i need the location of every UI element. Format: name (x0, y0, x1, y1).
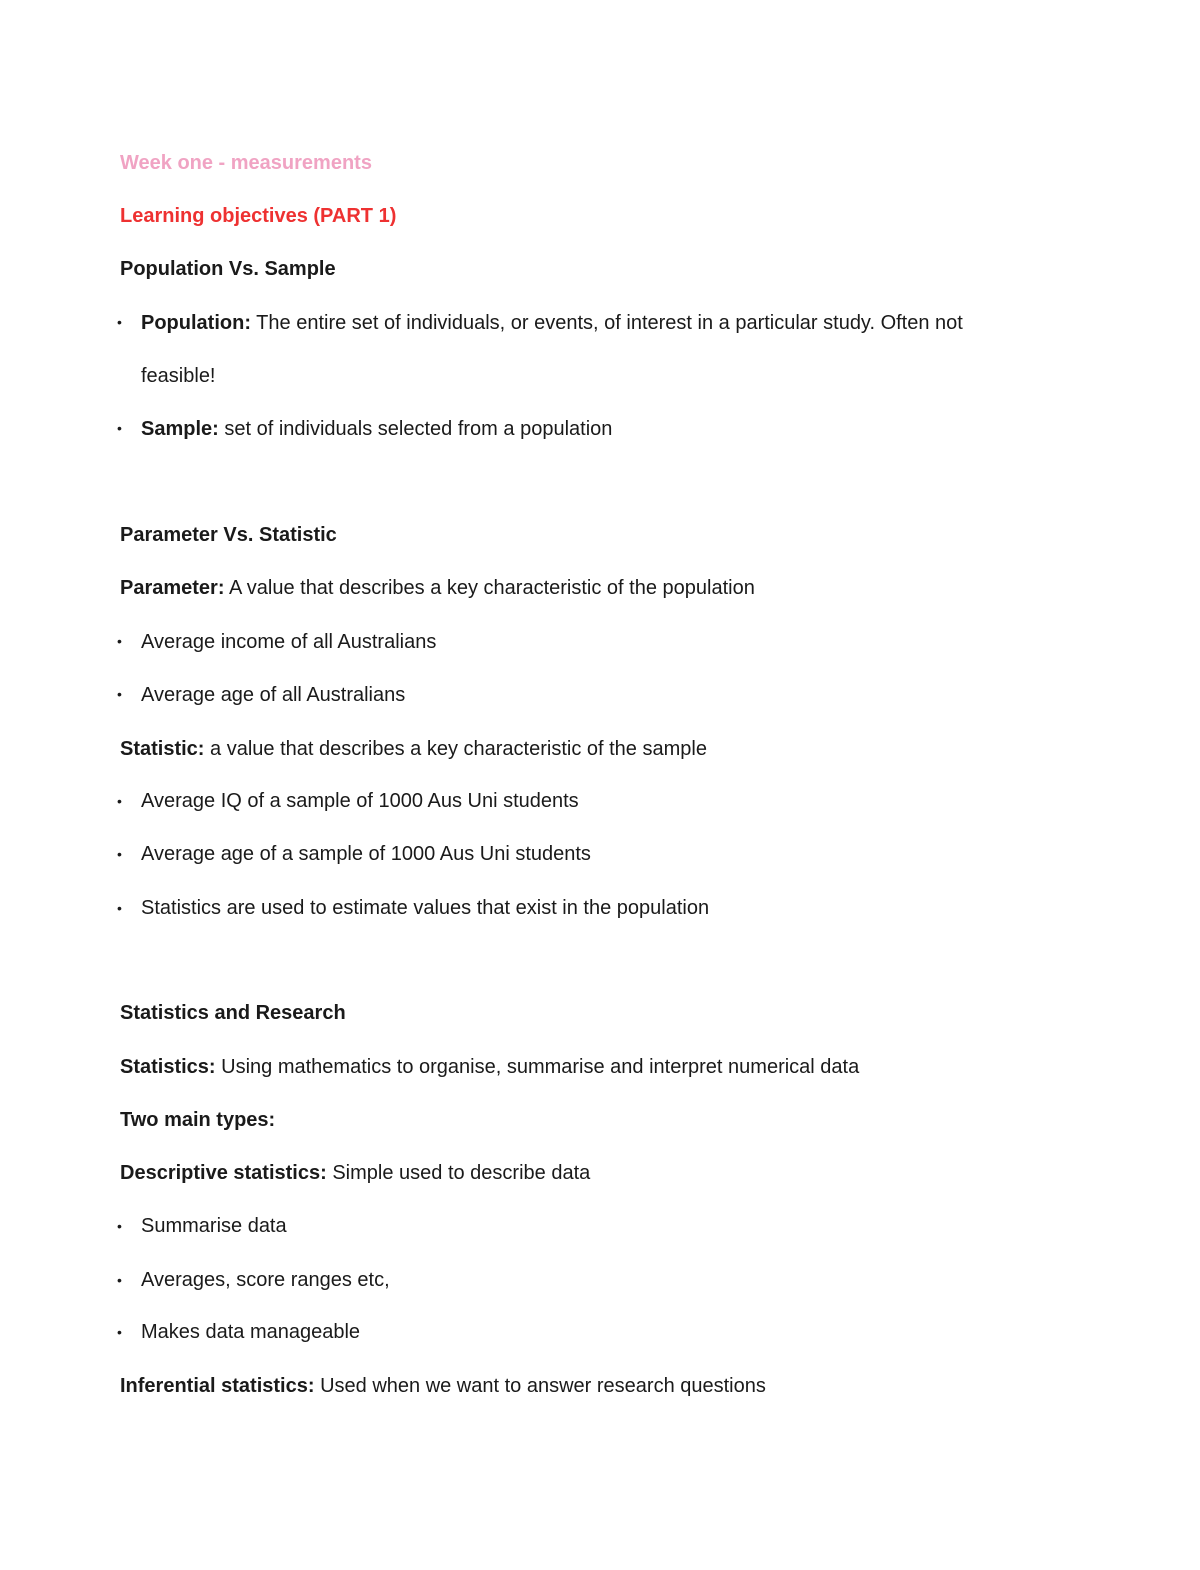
list-item: Makes data manageable (141, 1321, 361, 1343)
sample-definition (141, 417, 612, 441)
statistics-term: Statistics: (120, 1056, 216, 1078)
list-item: Average age of all Australians (141, 684, 406, 706)
statistics-def: Using mathematics to organise, summarise and interpret numerical data (215, 1056, 860, 1078)
parameter-term: Parameter: (120, 577, 225, 599)
inferential-term: Inferential statistics: (120, 1375, 315, 1397)
list-item: Average age of a sample of 1000 Aus Uni students (141, 843, 591, 865)
bullet-marker: • (117, 314, 122, 330)
sample-term: Sample: (141, 418, 219, 440)
stats-research-heading: Statistics and Research (120, 1002, 346, 1024)
statistics-definition (120, 1055, 859, 1079)
list-item: Summarise data (141, 1215, 287, 1237)
list-item: Statistics are used to estimate values that exist in the population (141, 897, 710, 919)
bullet-marker: • (117, 1272, 122, 1288)
bullet-marker: • (117, 633, 122, 649)
statistic-definition (120, 737, 707, 761)
list-item: Average income of all Australians (141, 631, 437, 653)
inferential-def: Used when we want to answer research questions (314, 1375, 766, 1397)
pop-sample-heading: Population Vs. Sample (120, 258, 336, 280)
bullet-marker: • (117, 420, 122, 436)
bullet-marker: • (117, 686, 122, 702)
descriptive-def: Simple used to describe data (326, 1162, 591, 1184)
bullet-marker: • (117, 900, 122, 916)
statistic-term: Statistic: (120, 738, 205, 760)
descriptive-term: Descriptive statistics: (120, 1162, 327, 1184)
inferential-definition (120, 1374, 766, 1398)
bullet-marker: • (117, 1324, 122, 1340)
param-stat-heading: Parameter Vs. Statistic (120, 524, 337, 546)
population-def: The entire set of individuals, or events, of interest in a particular study. Often not (250, 312, 963, 334)
statistic-def: a value that describes a key characteristic of the sample (204, 738, 707, 760)
bullet-marker: • (117, 793, 122, 809)
population-definition (141, 311, 963, 335)
population-term: Population: (141, 312, 251, 334)
population-def-continued: feasible! (141, 365, 216, 387)
two-types-heading: Two main types: (120, 1109, 276, 1131)
bullet-marker: • (117, 846, 122, 862)
descriptive-definition (120, 1161, 590, 1185)
bullet-marker: • (117, 1218, 122, 1234)
list-item: Averages, score ranges etc, (141, 1269, 390, 1291)
list-item: Average IQ of a sample of 1000 Aus Uni students (141, 790, 579, 812)
sample-def: set of individuals selected from a population (218, 418, 613, 440)
objectives-title: Learning objectives (PART 1) (120, 205, 397, 227)
parameter-def: A value that describes a key characteristic of the population (224, 577, 755, 599)
week-title: Week one - measurements (120, 152, 372, 174)
parameter-definition (120, 576, 755, 600)
